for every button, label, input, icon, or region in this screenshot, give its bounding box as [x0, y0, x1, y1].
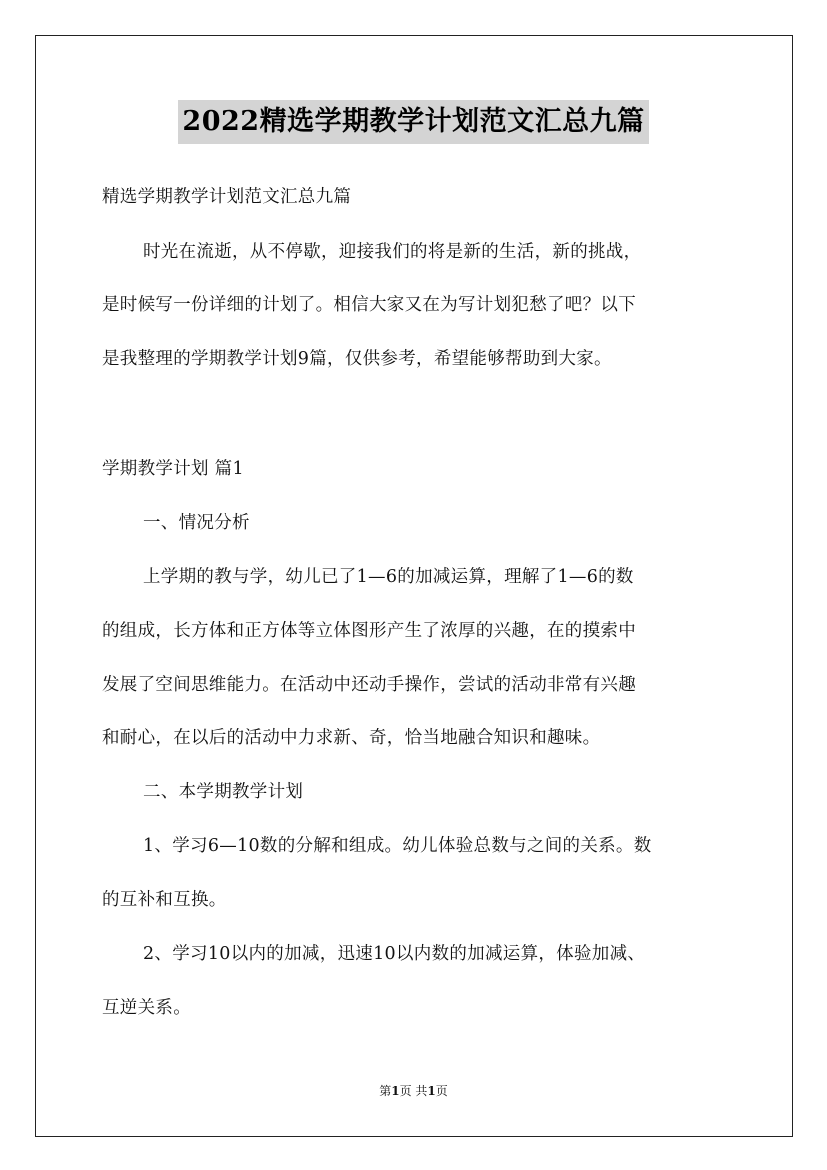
document-title: 2022精选学期教学计划范文汇总九篇 [178, 100, 648, 144]
footer-page-number: 1 [391, 1084, 400, 1098]
item-2-line-2: 互逆关系。 [102, 998, 191, 1018]
item-2-line-1: 2、学习10以内的加减，迅速10以内数的加减运算，体验加减、 [143, 944, 646, 964]
heading-semester-plan: 二、本学期教学计划 [143, 782, 304, 802]
footer-suffix: 页 [435, 1084, 448, 1098]
title-container [0, 100, 827, 144]
section-heading: 学期教学计划 篇1 [102, 459, 244, 479]
page-footer [0, 1082, 827, 1099]
document-subtitle: 精选学期教学计划范文汇总九篇 [102, 187, 352, 207]
intro-line-3: 是我整理的学期教学计划9篇，仅供参考，希望能够帮助到大家。 [102, 349, 612, 369]
heading-situation-analysis: 一、情况分析 [143, 513, 250, 533]
item-1-line-1: 1、学习6—10数的分解和组成。幼儿体验总数与之间的关系。数 [143, 836, 652, 856]
intro-line-2: 是时候写一份详细的计划了。相信大家又在为写计划犯愁了吧？以下 [102, 295, 636, 315]
para-1-line-2: 的组成，长方体和正方体等立体图形产生了浓厚的兴趣，在的摸索中 [102, 621, 636, 641]
item-1-line-2: 的互补和互换。 [102, 890, 227, 910]
footer-page-total: 1 [427, 1084, 436, 1098]
footer-prefix: 第 [379, 1084, 392, 1098]
intro-line-1: 时光在流逝，从不停歇，迎接我们的将是新的生活，新的挑战， [143, 242, 642, 262]
para-1-line-4: 和耐心，在以后的活动中力求新、奇，恰当地融合知识和趣味。 [102, 728, 601, 748]
para-1-line-1: 上学期的教与学，幼儿已了1—6的加减运算，理解了1—6的数 [143, 567, 634, 587]
footer-mid: 页 共 [399, 1084, 428, 1098]
para-1-line-3: 发展了空间思维能力。在活动中还动手操作，尝试的活动非常有兴趣 [102, 675, 636, 695]
